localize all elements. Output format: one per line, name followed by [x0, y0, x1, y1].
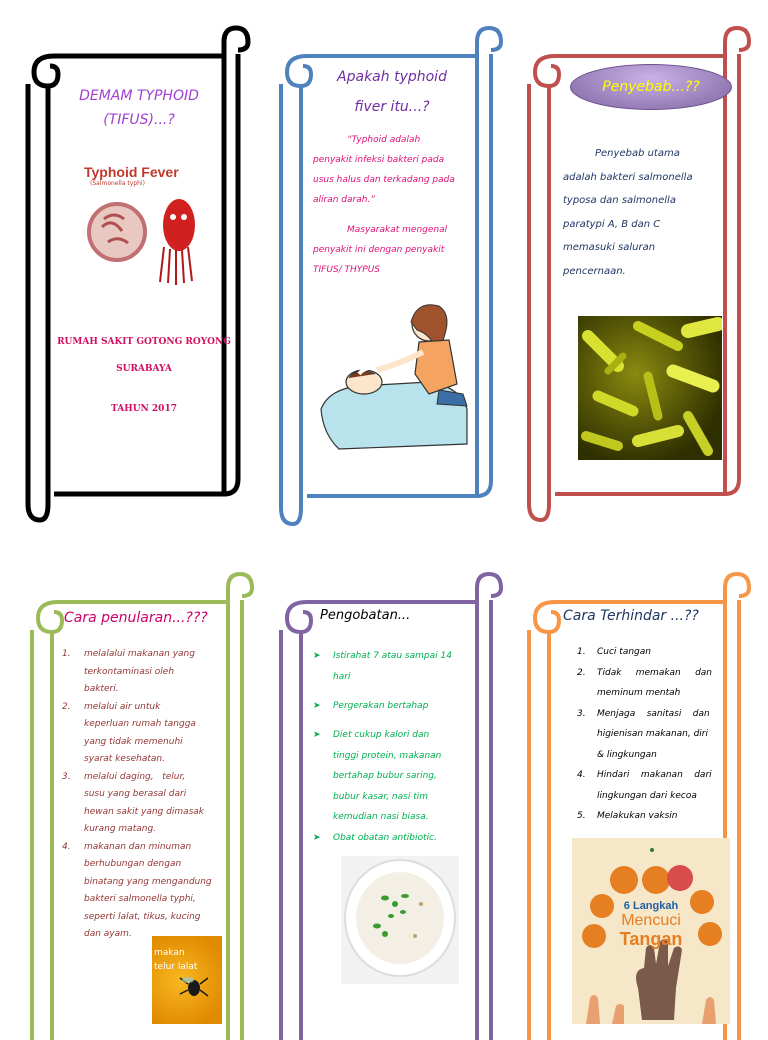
- panel-cara-terhindar: [525, 570, 750, 1024]
- panel4-title: Cara penularan...???: [64, 610, 208, 626]
- pengobatan-list: [313, 646, 483, 849]
- panel-demam-typhoid: [24, 24, 244, 524]
- panel1-title-line1: DEMAM TYPHOID: [79, 88, 199, 104]
- panel-pengobatan: [277, 570, 497, 1024]
- panel1-title: [64, 84, 214, 132]
- panel2-para1-line3: usus halus dan terkadang pada: [313, 175, 455, 185]
- panel3-line1: Penyebab utama: [595, 148, 680, 159]
- item-line: hewan sakit yang dimasak: [84, 806, 205, 817]
- item-line: syarat kesehatan.: [84, 754, 165, 764]
- pengobatan-item-1: [313, 646, 483, 688]
- panel3-line6: pencernaan.: [563, 265, 626, 277]
- bullet-arrow-icon: ➤: [313, 651, 321, 661]
- terhindar-item-1: [577, 642, 727, 663]
- panel2-para1-line2: penyakit infeksi bakteri pada: [313, 155, 445, 165]
- item-number: 2.: [62, 701, 71, 712]
- item-line: terkontaminasi oleh: [84, 666, 175, 677]
- item-number: 4.: [577, 770, 586, 780]
- fly-on-egg-image: [152, 936, 222, 1024]
- item-line: Melakukan vaksin: [597, 811, 678, 821]
- item-line: Diet cukup kalori dan: [333, 730, 430, 740]
- item-line: Obat obatan antibiotic.: [333, 832, 437, 843]
- panel-penyebab: [525, 24, 750, 524]
- item-number: 1.: [577, 647, 586, 657]
- panel1-year: TAHUN 2017: [111, 404, 177, 414]
- item-line: makanan dan minuman: [84, 841, 192, 852]
- item-line: Pergerakan bertahap: [333, 701, 429, 711]
- item-line: binatang yang mengandung: [84, 876, 212, 887]
- pengobatan-item-4: [313, 828, 483, 849]
- item-line: hari: [333, 672, 351, 682]
- item-line: higienisan makanan, diri: [597, 729, 708, 739]
- item-number: 2.: [577, 667, 586, 678]
- salmonella-bacteria-image: [578, 316, 722, 460]
- item-line: Tidak memakan dan: [597, 667, 712, 678]
- item-line: bakteri salmonella typhi,: [84, 894, 196, 904]
- item-line: yang tidak memenuhi: [84, 736, 183, 747]
- item-line: melalui air untuk: [84, 701, 161, 712]
- typhoid-fever-image: [84, 164, 204, 294]
- terhindar-item-5: [577, 806, 727, 827]
- porridge-bowl-image: [341, 856, 459, 984]
- poster-heading-line2: Mencuci: [621, 912, 681, 929]
- penyebab-badge: [570, 64, 732, 110]
- item-line: bertahap bubur saring,: [333, 771, 437, 781]
- panel3-text: [563, 142, 733, 283]
- item-line: bubur kasar, nasi tim: [333, 791, 428, 802]
- terhindar-list: [577, 642, 727, 827]
- panel2-para2-line1: Masyarakat mengenal: [347, 225, 448, 235]
- typhoid-fever-image-title: Typhoid Fever: [84, 164, 179, 180]
- panel3-line4: paratypi A, B dan C: [563, 218, 661, 230]
- item-line: kurang matang.: [84, 824, 157, 834]
- panel-apakah-typhoid: [277, 24, 497, 529]
- pengobatan-item-2: [313, 696, 483, 717]
- terhindar-item-4: [577, 765, 727, 806]
- item-line: bakteri.: [84, 684, 119, 694]
- penularan-list: [62, 646, 232, 944]
- item-line: lingkungan dari kecoa: [597, 790, 697, 801]
- item-line: Hindari makanan dari: [597, 770, 712, 780]
- panel5-title: Pengobatan...: [320, 608, 411, 623]
- bullet-arrow-icon: ➤: [313, 832, 321, 843]
- item-line: Istirahat 7 atau sampai 14: [333, 651, 452, 661]
- item-line: dan ayam.: [84, 929, 132, 939]
- sick-patient-illustration: [319, 294, 469, 454]
- panel2-para1-line4: aliran darah.”: [313, 195, 375, 205]
- typhoid-fever-image-subtitle: (Salmonella typhi): [90, 180, 145, 187]
- item-line: meminum mentah: [597, 688, 681, 698]
- item-line: & lingkungan: [597, 749, 657, 760]
- item-number: 5.: [577, 811, 586, 821]
- panel3-line5: memasuki saluran: [563, 242, 656, 253]
- item-line: kemudian nasi biasa.: [333, 812, 429, 822]
- pengobatan-item-3: [313, 725, 483, 828]
- panel3-line2: adalah bakteri salmonella: [563, 171, 693, 183]
- bullet-arrow-icon: ➤: [313, 730, 321, 740]
- item-number: 1.: [62, 649, 71, 659]
- panel2-para2-line2: penyakit ini dengan penyakit: [313, 245, 445, 255]
- item-number: 4.: [62, 841, 71, 852]
- item-line: melalui daging, telur,: [84, 771, 186, 782]
- item-number: 3.: [577, 708, 586, 719]
- panel2-para2-line3: TIFUS/ THYPUS: [313, 265, 381, 275]
- item-line: tinggi protein, makanan: [333, 750, 442, 761]
- item-line: melalalui makanan yang: [84, 649, 195, 659]
- terhindar-item-3: [577, 704, 727, 766]
- panel6-title: Cara Terhindar ...??: [563, 608, 699, 624]
- item-line: susu yang berasal dari: [84, 789, 187, 799]
- item-number: 3.: [62, 771, 71, 782]
- hospital-name: RUMAH SAKIT GOTONG ROYONG: [57, 337, 231, 347]
- panel2-title-line1: Apakah typhoid: [337, 69, 447, 85]
- fly-image-caption: makan telur lalat: [154, 948, 198, 972]
- poster-heading-line3: Tangan: [619, 929, 683, 949]
- panel-cara-penularan: [28, 570, 248, 1024]
- penularan-item-1: [62, 646, 232, 699]
- item-line: seperti lalat, tikus, kucing: [84, 911, 201, 922]
- panel2-para1-line1: “Typhoid adalah: [347, 135, 421, 145]
- handwashing-poster: [572, 838, 730, 1024]
- item-line: Cuci tangan: [597, 647, 651, 657]
- terhindar-item-2: [577, 663, 727, 704]
- item-line: berhubungan dengan: [84, 859, 182, 869]
- panel2-definition: [313, 130, 483, 280]
- hospital-city: SURABAYA: [116, 364, 172, 374]
- item-line: Menjaga sanitasi dan: [597, 708, 710, 719]
- panel1-title-line2: (TIFUS)...?: [103, 112, 175, 128]
- item-line: keperluan rumah tangga: [84, 719, 196, 729]
- bacteria-illustration: [84, 187, 204, 297]
- panel3-line3: typosa dan salmonella: [563, 195, 676, 206]
- penularan-item-2: [62, 699, 232, 769]
- penularan-item-3: [62, 769, 232, 839]
- bullet-arrow-icon: ➤: [313, 701, 321, 711]
- poster-heading-line1: 6 Langkah: [623, 900, 679, 912]
- poster-heading: [572, 900, 730, 949]
- penularan-item-4: [62, 839, 232, 944]
- panel2-title-line2: fiver itu...?: [354, 99, 430, 115]
- penyebab-badge-label: Penyebab...??: [602, 79, 700, 95]
